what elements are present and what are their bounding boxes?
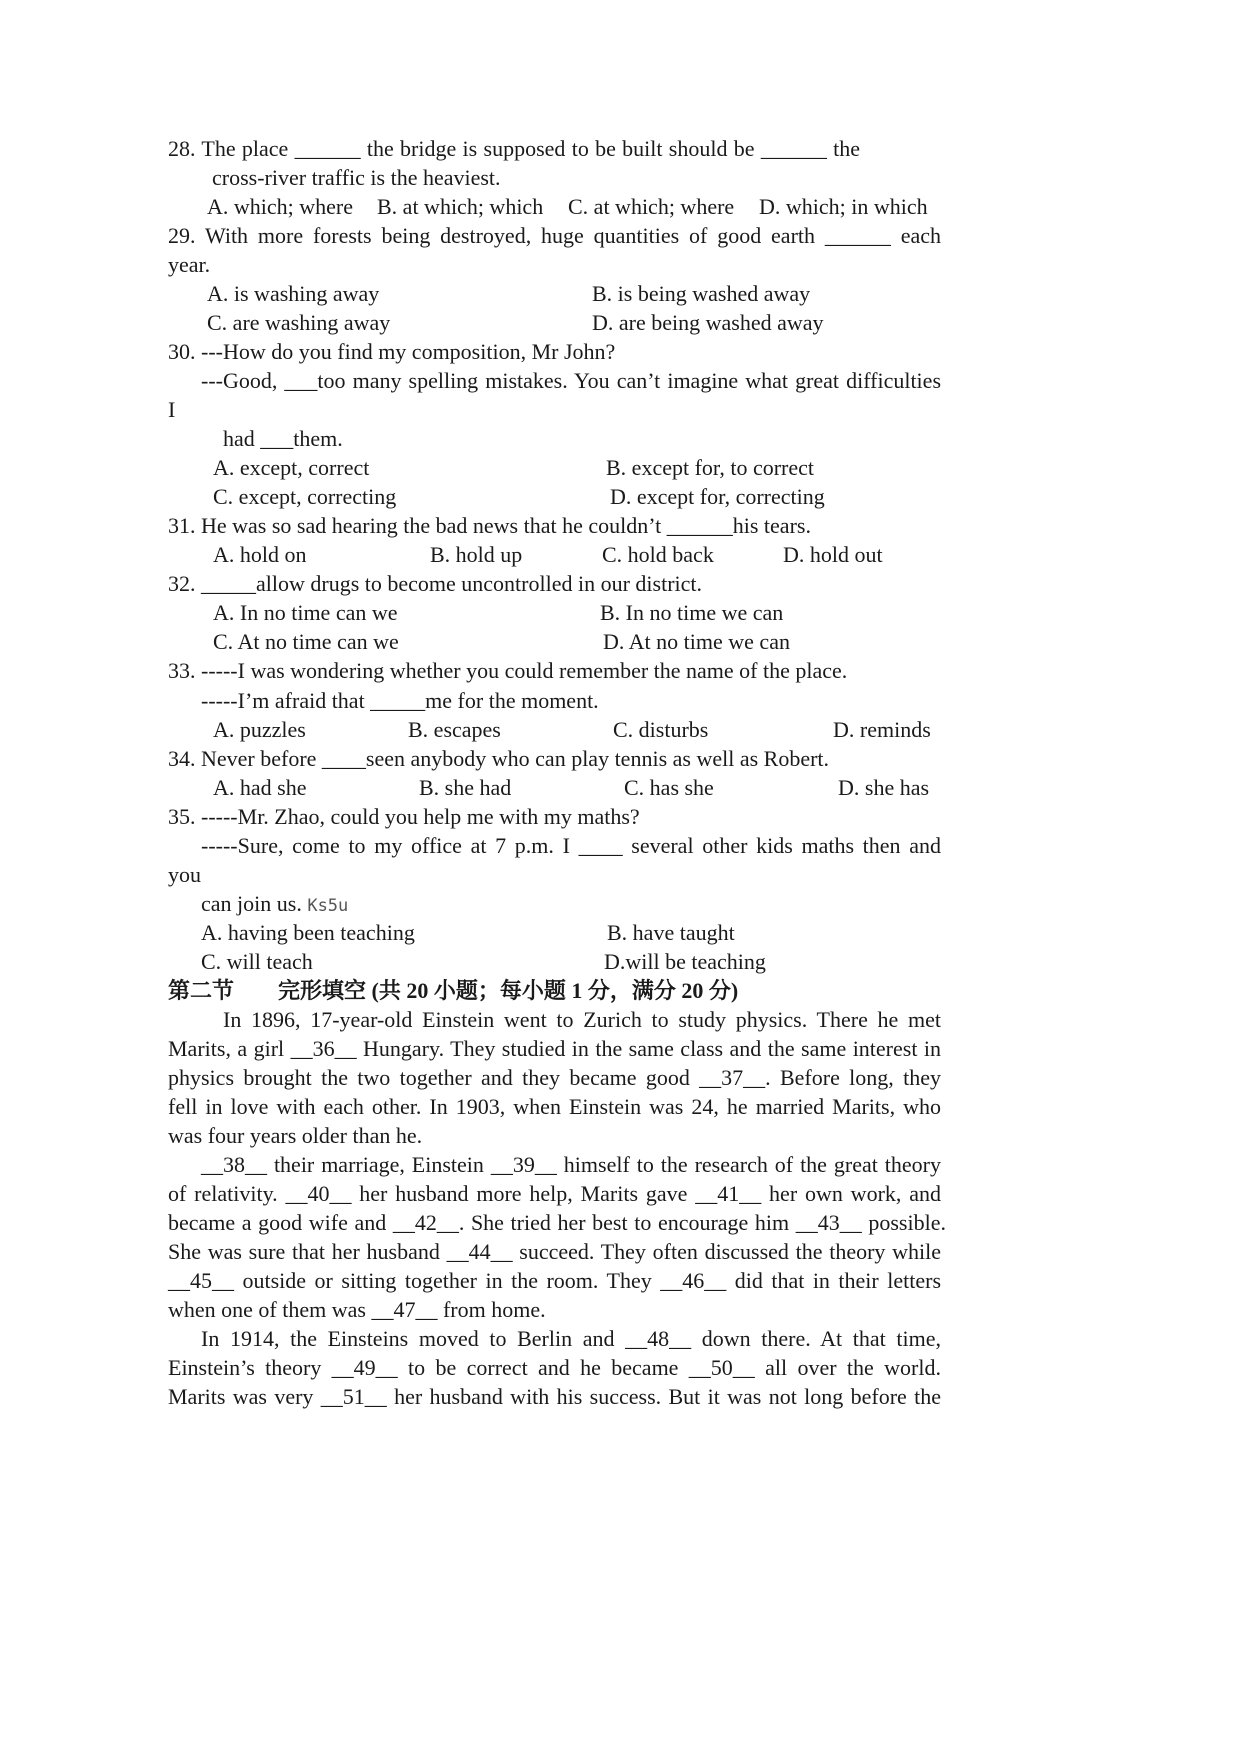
question-33-stem: 33. -----I was wondering whether you could remember the name of the place. [168,658,848,683]
passage-p1-line-2: Marits, a girl __36__ Hungary. They studied in the same class and the same interest in [168,1036,941,1061]
question-28-option-a: A. which; where [207,194,354,219]
question-31-option-a: A. hold on [213,542,307,567]
question-29-stem-cont: year. [168,252,211,277]
question-34-stem: 34. Never before ____seen anybody who can play tennis as well as Robert. [168,746,830,771]
question-30-option-c: C. except, correcting [213,484,397,509]
question-30-option-b: B. except for, to correct [606,455,815,480]
source-watermark: Ks5u [307,896,349,916]
question-32-option-c: C. At no time can we [213,629,399,654]
question-31-option-b: B. hold up [430,542,523,567]
question-33-option-c: C. disturbs [613,717,709,742]
question-30-stem: 30. ---How do you find my composition, Mr John? [168,339,616,364]
question-35-option-a: A. having been teaching [201,920,415,945]
question-31-option-d: D. hold out [783,542,883,567]
question-33-stem-cont: -----I’m afraid that _____me for the moment. [201,688,599,713]
question-33-option-a: A. puzzles [213,717,306,742]
question-32-option-a: A. In no time can we [213,600,398,625]
question-28-option-b: B. at which; which [377,194,544,219]
question-30-stem-wrap: I [168,397,176,422]
question-31-option-c: C. hold back [602,542,714,567]
question-32-option-d: D. At no time we can [603,629,790,654]
passage-p3-line-3: Marits was very __51__ her husband with his success. But it was not long before the [168,1384,941,1409]
question-35-stem: 35. -----Mr. Zhao, could you help me with my maths? [168,804,640,829]
question-28-option-d: D. which; in which [759,194,928,219]
question-35-option-d: D.will be teaching [604,949,766,974]
question-28-stem-cont: cross-river traffic is the heaviest. [212,165,501,190]
question-29-option-a: A. is washing away [207,281,380,306]
question-35-stem-end [201,889,348,921]
question-35-stem-cont: -----Sure, come to my office at 7 p.m. I ____ several other kids maths then and [201,833,941,858]
question-29-option-d: D. are being washed away [592,310,824,335]
passage-p2-line-4: She was sure that her husband __44__ succeed. They often discussed the theory while [168,1239,941,1264]
passage-p2-line-1: __38__ their marriage, Einstein __39__ himself to the research of the great theory [201,1152,941,1177]
passage-p2-line-3: became a good wife and __42__. She tried her best to encourage him __43__ possible. [168,1210,946,1235]
section-heading: 第二节 完形填空 (共 20 小题；每小题 1 分，满分 20 分) [168,978,739,1003]
question-29-stem: 29. With more forests being destroyed, huge quantities of good earth ______ each [168,223,941,248]
passage-p1-line-3: physics brought the two together and they became good __37__. Before long, they [168,1065,941,1090]
question-29-option-c: C. are washing away [207,310,391,335]
question-34-option-c: C. has she [624,775,714,800]
question-34-option-d: D. she has [838,775,930,800]
question-33-option-b: B. escapes [408,717,501,742]
passage-p2-line-6: when one of them was __47__ from home. [168,1297,546,1322]
question-30-option-a: A. except, correct [213,455,370,480]
question-34-option-b: B. she had [419,775,512,800]
question-30-stem-cont: ---Good, ___too many spelling mistakes. You can’t imagine what great difficulties [201,368,941,393]
question-32-option-b: B. In no time we can [600,600,784,625]
question-34-option-a: A. had she [213,775,307,800]
question-35-stem-end-text: can join us. [201,891,302,916]
question-31-stem: 31. He was so sad hearing the bad news that he couldn’t ______his tears. [168,513,811,538]
question-35-option-c: C. will teach [201,949,313,974]
question-28-stem: 28. The place ______ the bridge is supposed to be built should be ______ the [168,136,860,161]
passage-p2-line-2: of relativity. __40__ her husband more help, Marits gave __41__ her own work, and [168,1181,941,1206]
question-33-option-d: D. reminds [833,717,931,742]
question-35-stem-wrap: you [168,862,201,887]
question-28-option-c: C. at which; where [568,194,735,219]
passage-p1-line-5: was four years older than he. [168,1123,423,1148]
passage-p1-line-4: fell in love with each other. In 1903, when Einstein was 24, he married Marits, who [168,1094,941,1119]
passage-p2-line-5: __45__ outside or sitting together in the room. They __46__ did that in their letters [168,1268,941,1293]
question-30-option-d: D. except for, correcting [610,484,825,509]
question-30-stem-end: had ___them. [223,426,343,451]
question-35-option-b: B. have taught [607,920,735,945]
question-29-option-b: B. is being washed away [592,281,811,306]
question-32-stem: 32. _____allow drugs to become uncontrolled in our district. [168,571,703,596]
passage-p1-line-1: In 1896, 17-year-old Einstein went to Zurich to study physics. There he met [223,1007,941,1032]
passage-p3-line-1: In 1914, the Einsteins moved to Berlin and __48__ down there. At that time, [201,1326,941,1351]
passage-p3-line-2: Einstein’s theory __49__ to be correct and he became __50__ all over the world. [168,1355,941,1380]
